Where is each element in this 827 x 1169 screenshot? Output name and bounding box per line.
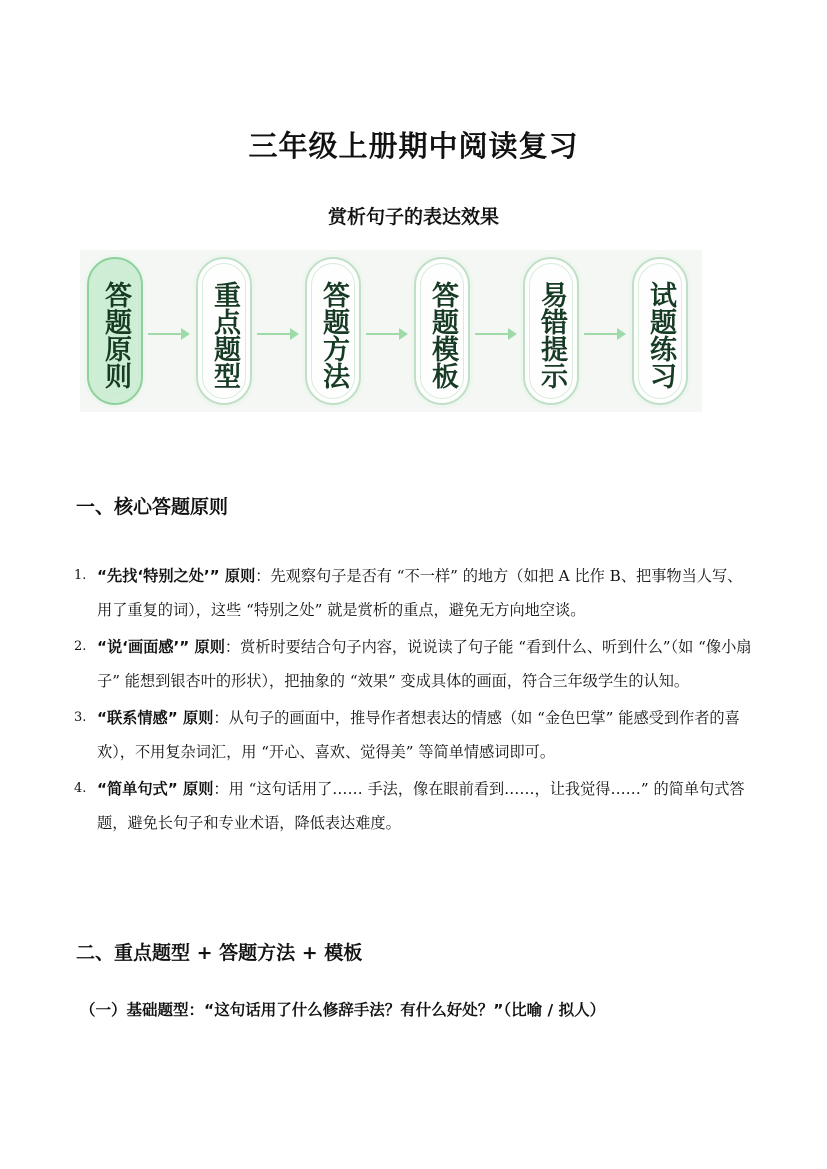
list-item [74, 630, 754, 698]
flow-step-practice [632, 257, 688, 405]
section-heading-question-types: 二、重点题型 + 答题方法 + 模板 [76, 942, 363, 964]
principle-name: “联系情感” 原则 [97, 709, 214, 727]
flow-step-key-question-types [196, 257, 252, 405]
list-number: 3. [74, 710, 87, 725]
flow-step-label: 重点题型 [209, 281, 240, 389]
principle-name: “说‘画面感’” 原则 [97, 638, 225, 656]
arrow-right-icon [475, 333, 515, 335]
list-item [74, 772, 754, 840]
list-number: 2. [74, 639, 87, 654]
flow-step-common-mistakes [523, 257, 579, 405]
arrow-right-icon [366, 333, 406, 335]
arrow-right-icon [257, 333, 297, 335]
subsection-heading-basic-type: （一）基础题型：“这句话用了什么修辞手法？有什么好处？”（比喻 / 拟人） [80, 1001, 606, 1019]
principle-text: ：先观察句子是否有 “不一样” 的地方（如把 A 比作 B、把事物当人写、用了重复的词），这些 “特别之处” 就是赏析的重点，避免无方向地空谈。 [97, 567, 743, 619]
flow-step-label: 答题方法 [318, 281, 349, 389]
arrow-right-icon [584, 333, 624, 335]
list-item [74, 559, 754, 627]
list-number: 1. [74, 568, 87, 583]
flow-diagram [80, 250, 702, 412]
principle-text: ：从句子的画面中，推导作者想表达的情感（如 “金色巴掌” 能感受到作者的喜欢），不用复杂词汇，用 “开心、喜欢、觉得美” 等简单情感词即可。 [97, 709, 740, 761]
page-title: 三年级上册期中阅读复习 [248, 129, 579, 163]
principle-text: ：用 “这句话用了…… 手法，像在眼前看到……，让我觉得……” 的简单句式答题，避免长句子和专业术语，降低表达难度。 [97, 780, 745, 832]
flow-step-label: 试题练习 [645, 281, 676, 389]
page-subtitle: 赏析句子的表达效果 [327, 206, 499, 228]
flow-step-answer-templates [414, 257, 470, 405]
flow-step-answer-methods [305, 257, 361, 405]
principles-list [74, 559, 754, 843]
flow-step-label: 答题模板 [427, 281, 458, 389]
flow-step-label: 易错提示 [536, 281, 567, 389]
flow-step-label: 答题原则 [100, 281, 131, 389]
principle-name: “先找‘特别之处’” 原则 [97, 567, 256, 585]
flow-step-answer-principles [87, 257, 143, 405]
section-heading-core-principles: 一、核心答题原则 [76, 496, 229, 518]
list-number: 4. [74, 781, 87, 796]
arrow-right-icon [148, 333, 188, 335]
list-item [74, 701, 754, 769]
principle-text: ：赏析时要结合句子内容，说说读了句子能 “看到什么、听到什么”（如 “像小扇子” 能想到银杏叶的形状），把抽象的 “效果” 变成具体的画面，符合三年级学生的认知。 [97, 638, 752, 690]
principle-name: “简单句式” 原则 [97, 780, 214, 798]
